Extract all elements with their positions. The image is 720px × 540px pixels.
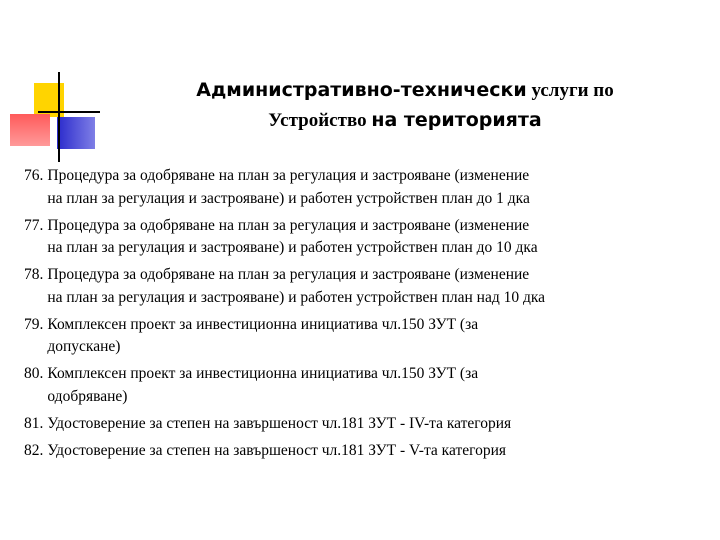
item-number: 81. xyxy=(24,414,44,432)
service-list xyxy=(24,165,704,467)
list-item xyxy=(24,264,704,309)
title-line2-part2: на територията xyxy=(371,109,542,131)
item-text-line: Удостоверение за степен на завършеност чл.181 ЗУТ - IV-та категория xyxy=(47,414,512,432)
title-line-1 xyxy=(110,76,700,106)
item-text xyxy=(47,165,704,210)
blue-square-shape xyxy=(57,117,95,149)
item-number: 78. xyxy=(24,266,44,283)
list-item xyxy=(24,165,704,210)
list-item xyxy=(24,440,704,463)
title-line1-part1: Административно-технически xyxy=(196,79,527,101)
horizontal-line-shape xyxy=(38,111,100,113)
item-text-line: Процедура за одобряване на план за регулация и застрояване (изменение xyxy=(47,266,530,283)
item-text xyxy=(47,413,704,436)
item-text-line: на план за регулация и застрояване) и работен устройствен план до 1 дка xyxy=(47,189,530,207)
title-line-2 xyxy=(110,106,700,136)
item-text-line: одобряване) xyxy=(47,387,128,405)
item-text-line: Удостоверение за степен на завършеност чл.181 ЗУТ - V-та категория xyxy=(47,441,506,459)
list-item xyxy=(24,363,704,408)
red-square-shape xyxy=(10,114,50,146)
list-item xyxy=(24,215,704,260)
item-number: 80. xyxy=(24,365,44,382)
item-text-line: Комплексен проект за инвестиционна инициатива чл.150 ЗУТ (за xyxy=(47,315,479,333)
item-text xyxy=(47,215,704,260)
item-text-line: на план за регулация и застрояване) и работен устройствен план над 10 дка xyxy=(47,288,546,306)
item-text-line: Процедура за одобряване на план за регулация и застрояване (изменение xyxy=(47,167,530,184)
list-item xyxy=(24,314,704,359)
list-item xyxy=(24,413,704,436)
vertical-line-shape xyxy=(58,72,60,162)
item-text xyxy=(47,264,704,309)
title-line2-part1: Устройство xyxy=(268,110,372,131)
title-line1-part2: услуги по xyxy=(526,80,614,101)
item-number: 82. xyxy=(24,441,44,459)
item-number: 77. xyxy=(24,216,44,234)
item-number: 79. xyxy=(24,315,44,333)
item-text-line: Процедура за одобряване на план за регулация и застрояване (изменение xyxy=(47,216,530,234)
item-text xyxy=(47,440,704,463)
item-number: 76. xyxy=(24,167,44,184)
item-text-line: Комплексен проект за инвестиционна инициатива чл.150 ЗУТ (за xyxy=(47,365,479,382)
item-text xyxy=(47,314,704,359)
item-text xyxy=(47,363,704,408)
slide-title xyxy=(110,76,700,136)
item-text-line: на план за регулация и застрояване) и работен устройствен план до 10 дка xyxy=(47,239,538,256)
decorative-logo xyxy=(0,0,110,160)
item-text-line: допускане) xyxy=(47,338,121,355)
